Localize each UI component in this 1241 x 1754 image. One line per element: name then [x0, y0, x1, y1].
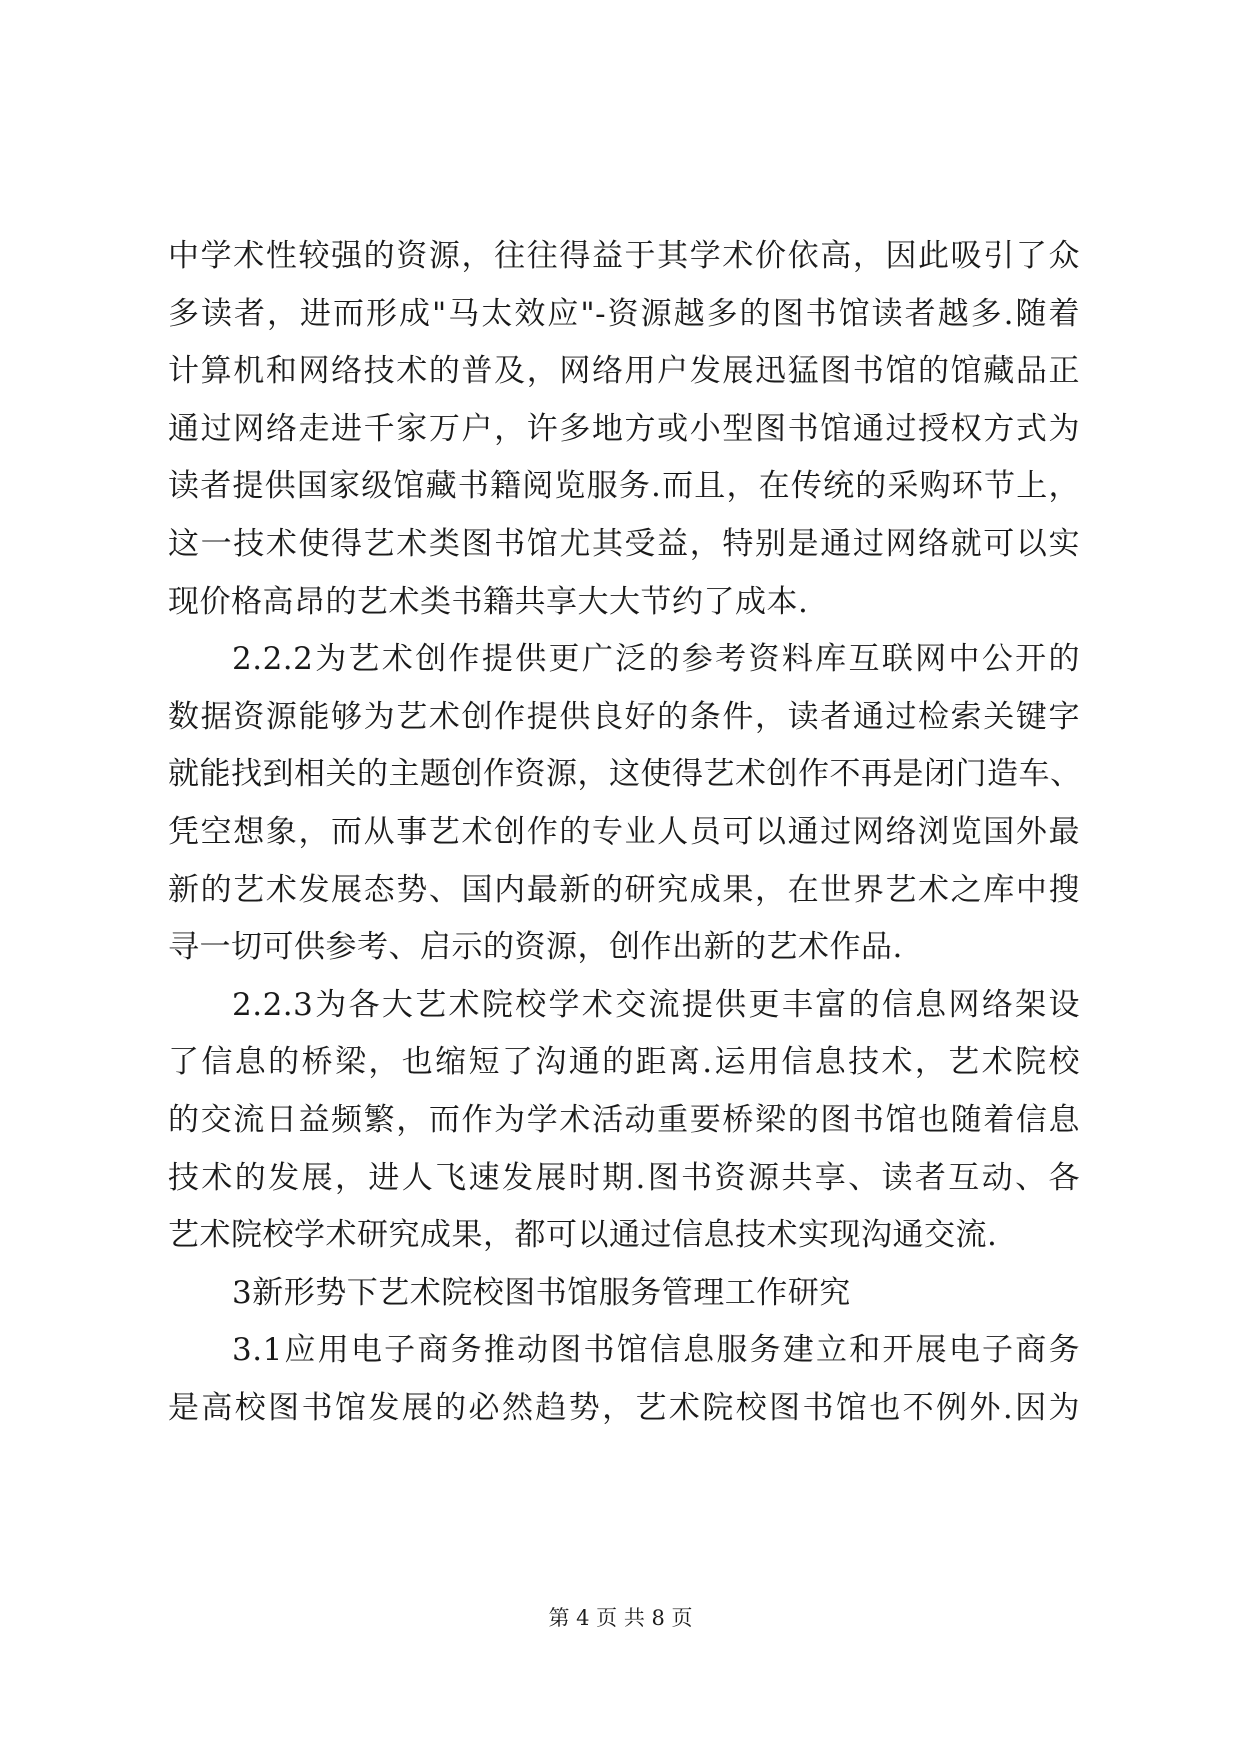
text-line: 新的艺术发展态势、国内最新的研究成果，在世界艺术之库中搜: [168, 871, 1080, 908]
section-heading: 3新形势下艺术院校图书馆服务管理工作研究: [232, 1274, 851, 1311]
text-line: 了信息的桥梁，也缩短了沟通的距离.运用信息技术，艺术院校: [168, 1044, 1080, 1081]
text-line: 就能找到相关的主题创作资源，这使得艺术创作不再是闭门造车、: [168, 756, 1082, 793]
text-line: 技术的发展，进人飞速发展时期.图书资源共享、读者互动、各: [168, 1159, 1080, 1196]
section-heading-line: 3.1应用电子商务推动图书馆信息服务建立和开展电子商务: [232, 1332, 1080, 1369]
text-line: 这一技术使得艺术类图书馆尤其受益，特别是通过网络就可以实: [168, 525, 1080, 562]
text-line: 多读者，进而形成"马太效应"-资源越多的图书馆读者越多.随着: [168, 295, 1080, 332]
text-line: 的交流日益频繁，而作为学术活动重要桥梁的图书馆也随着信息: [168, 1101, 1080, 1138]
text-line: 是高校图书馆发展的必然趋势，艺术院校图书馆也不例外.因为: [168, 1389, 1080, 1426]
text-line: 现价格高昂的艺术类书籍共享大大节约了成本.: [168, 583, 809, 620]
section-heading-line: 2.2.3为各大艺术院校学术交流提供更丰富的信息网络架设: [232, 986, 1080, 1023]
text-line: 凭空想象，而从事艺术创作的专业人员可以通过网络浏览国外最: [168, 813, 1080, 850]
text-line: 艺术院校学术研究成果，都可以通过信息技术实现沟通交流.: [168, 1217, 998, 1254]
text-line: 中学术性较强的资源，往往得益于其学术价依高，因此吸引了众: [168, 238, 1080, 274]
text-line: 计算机和网络技术的普及，网络用户发展迅猛图书馆的馆藏品正: [168, 353, 1080, 390]
body-text: [168, 228, 1080, 1437]
section-heading-line: 2.2.2为艺术创作提供更广泛的参考资料库互联网中公开的: [232, 641, 1080, 678]
page-number-footer: 第 4 页 共 8 页: [548, 1606, 693, 1630]
text-line: 寻一切可供参考、启示的资源，创作出新的艺术作品.: [168, 929, 903, 966]
text-line: 通过网络走进千家万户，许多地方或小型图书馆通过授权方式为: [168, 410, 1080, 447]
text-line: 数据资源能够为艺术创作提供良好的条件，读者通过检索关键字: [168, 698, 1080, 735]
text-line: 读者提供国家级馆藏书籍阅览服务.而且，在传统的采购环节上，: [168, 468, 1080, 505]
